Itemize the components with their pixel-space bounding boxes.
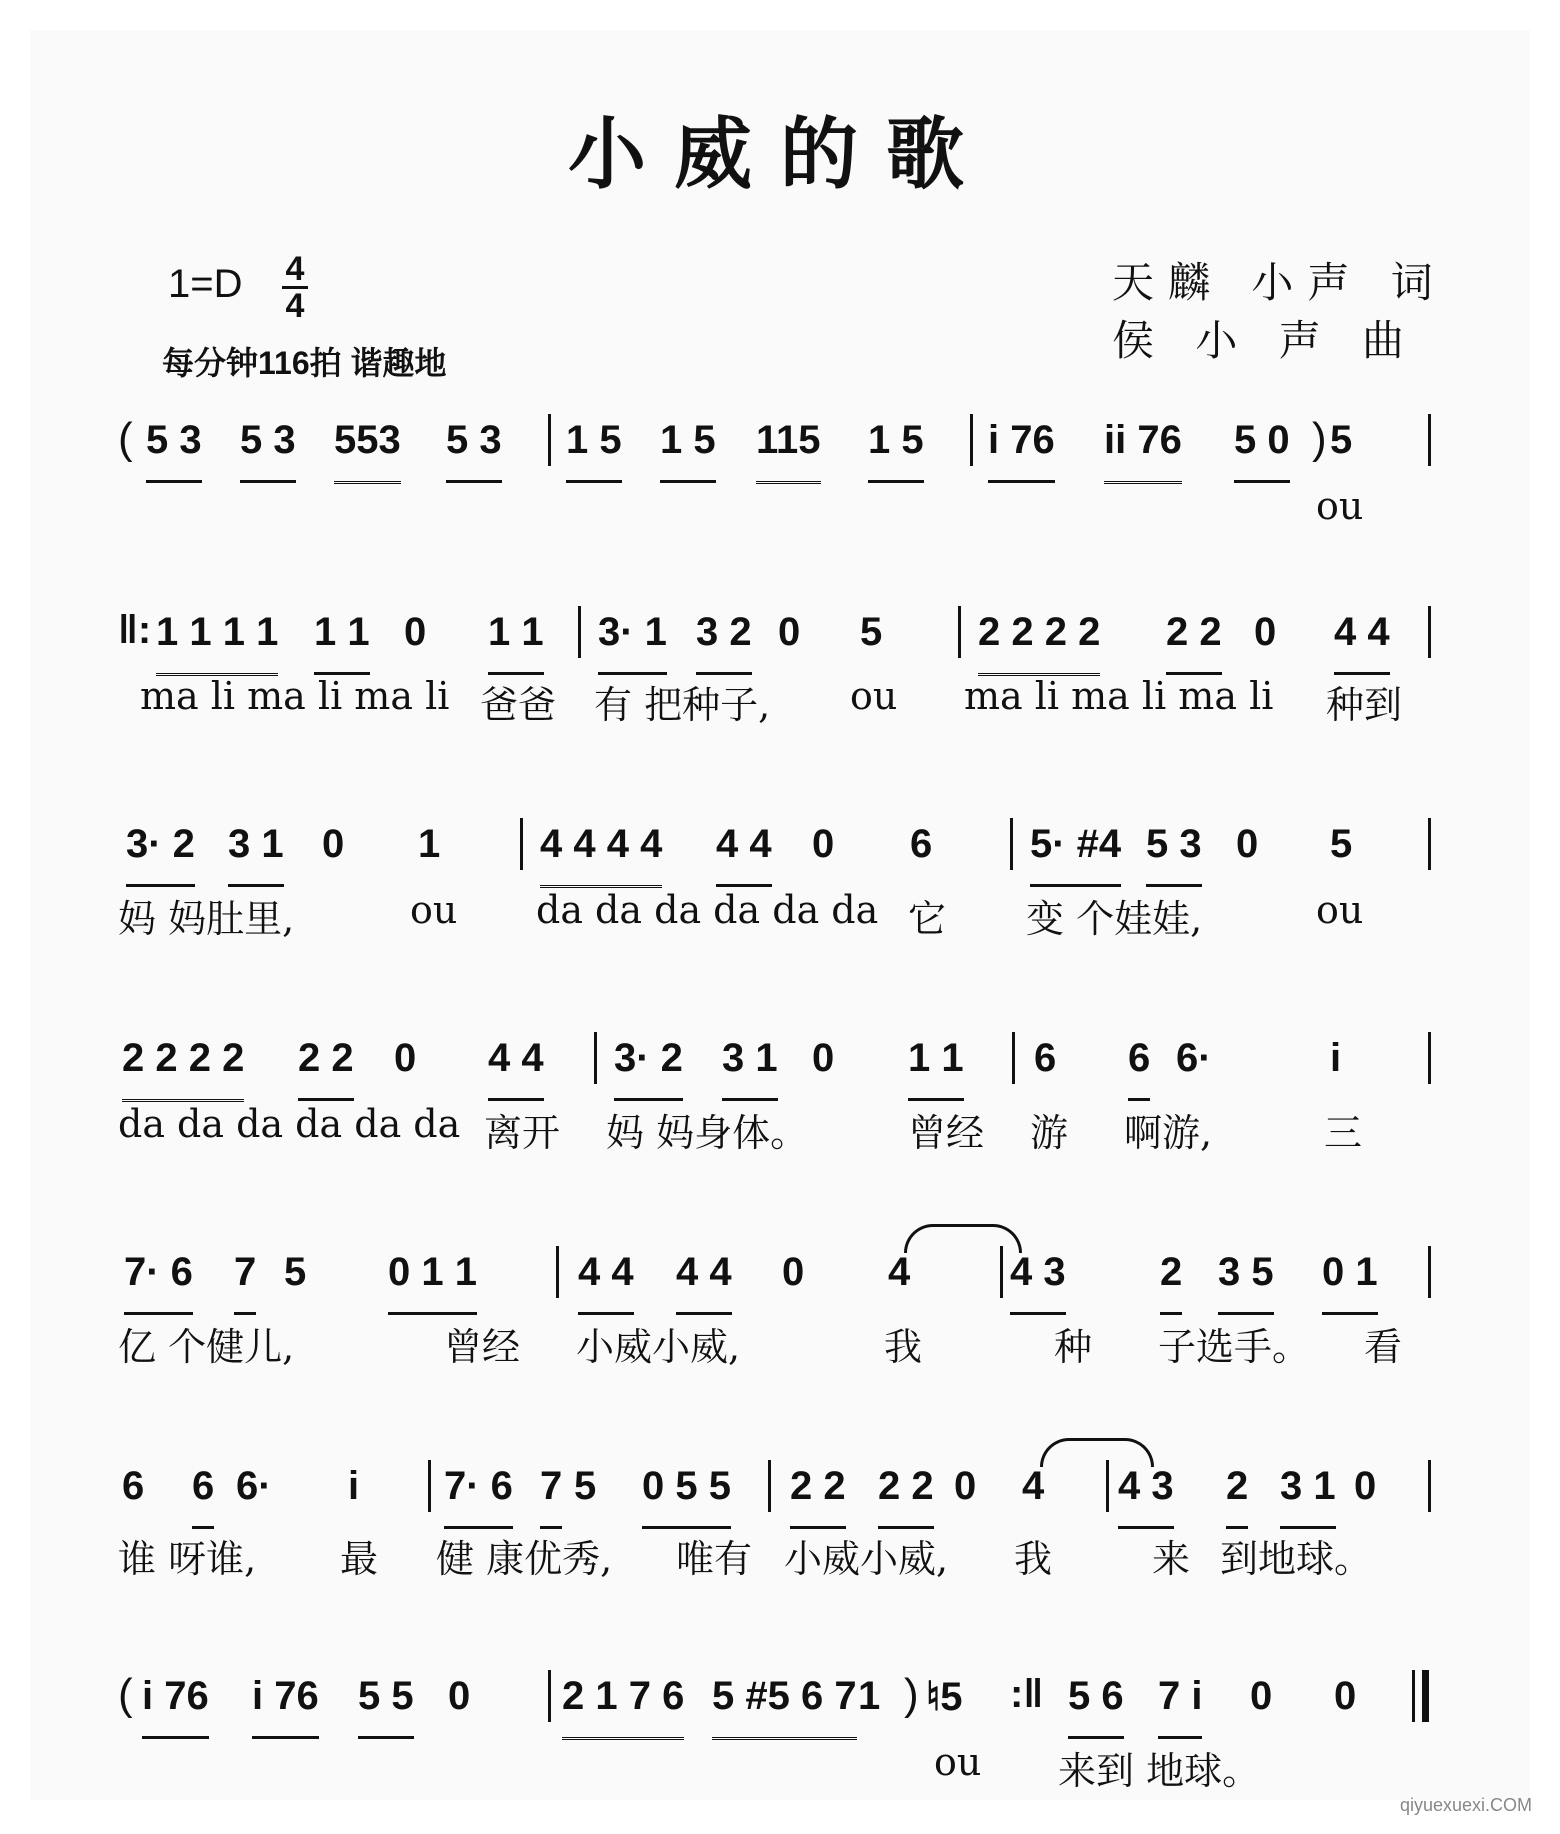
bar-line xyxy=(1428,1460,1431,1512)
lyric: ou xyxy=(934,1740,982,1784)
lyric: 游 xyxy=(1030,1111,1069,1155)
note-group: 1 xyxy=(858,1674,881,1718)
note-group: 0 xyxy=(1334,1674,1357,1718)
bar-line xyxy=(1428,606,1431,658)
note-group: 2 2 2 2 xyxy=(122,1036,244,1102)
note-group: 0 xyxy=(954,1464,977,1508)
lyric: 来到 地球。 xyxy=(1058,1749,1261,1793)
bar-line xyxy=(428,1460,431,1512)
note-group: 7 i xyxy=(1158,1674,1202,1739)
note-group: 2 2 xyxy=(878,1464,934,1529)
tempo-marking: 每分钟116拍 谐趣地 xyxy=(162,345,447,381)
note-group: 6 xyxy=(122,1464,145,1508)
bar-line xyxy=(548,1670,551,1722)
lyric: 爸爸 xyxy=(480,683,557,727)
lyric: 健 康优秀, xyxy=(436,1537,613,1581)
note-group: 3 1 xyxy=(1280,1464,1336,1529)
note-group: 4 4 xyxy=(488,1036,544,1101)
note-group: 5 3 xyxy=(1146,822,1202,887)
note-group: i 76 xyxy=(252,1674,319,1739)
lyric: 曾经 xyxy=(444,1325,521,1369)
open-paren: ( xyxy=(118,414,133,463)
note-group: 1 5 xyxy=(566,418,622,483)
note-group: 2 1 7 6 xyxy=(562,1674,684,1740)
note-group: 2 xyxy=(1160,1250,1182,1315)
lyric: ma li ma li ma li xyxy=(140,674,450,718)
note-group: ♮5 xyxy=(926,1675,963,1719)
bar-line xyxy=(1428,818,1431,870)
note-group: 4 xyxy=(888,1250,911,1294)
bar-line xyxy=(768,1460,771,1512)
lyric: 亿 个健儿, xyxy=(118,1325,295,1369)
note-group: 0 xyxy=(1250,1674,1273,1718)
note-group: 4 4 xyxy=(676,1250,732,1315)
note-group: 5 0 xyxy=(1234,418,1290,483)
lyric: 唯有 xyxy=(676,1537,753,1581)
lyric: 曾经 xyxy=(908,1111,985,1155)
note-group: 4 4 xyxy=(1334,610,1390,675)
watermark: qiyuexuexi.COM xyxy=(1399,1795,1532,1815)
lyric: 啊游, xyxy=(1124,1111,1213,1155)
note-group: 0 5 5 xyxy=(642,1464,731,1529)
lyric: 到地球。 xyxy=(1220,1537,1373,1581)
note-group: 6· xyxy=(1176,1036,1212,1080)
close-paren: ) xyxy=(904,1670,919,1719)
lyric: 妈 妈身体。 xyxy=(606,1111,809,1155)
final-bar-thick xyxy=(1422,1670,1429,1722)
note-group: 4 xyxy=(1022,1464,1045,1508)
final-bar-thin xyxy=(1412,1670,1415,1722)
note-group: i 76 xyxy=(988,418,1055,483)
key-signature: 1=D xyxy=(168,262,243,306)
note-group: 7· 6 xyxy=(444,1464,513,1529)
song-title: 小威的歌 xyxy=(567,109,992,200)
note-group: 7 xyxy=(540,1464,562,1529)
note-group: 6 xyxy=(910,822,933,866)
bar-line xyxy=(1106,1460,1109,1512)
note-group: 3· 1 xyxy=(598,610,667,675)
time-signature xyxy=(282,252,308,323)
note-group: 5 xyxy=(574,1464,597,1508)
repeat-end: :‖ xyxy=(1010,1672,1044,1716)
lyric: ma li ma li ma li xyxy=(964,674,1274,718)
tie-arc xyxy=(904,1224,1022,1253)
note-group: 5 xyxy=(860,610,883,654)
note-group: 5 #5 6 7 xyxy=(712,1674,857,1740)
lyric: ou xyxy=(1316,484,1364,528)
note-group: 5 6 xyxy=(1068,1674,1124,1739)
note-group: 0 xyxy=(394,1036,417,1080)
note-group: 2 2 xyxy=(790,1464,846,1529)
note-group: 6 xyxy=(1034,1036,1057,1080)
lyric: 妈 妈肚里, xyxy=(118,897,295,941)
lyric: ou xyxy=(850,674,898,718)
note-group: 5 xyxy=(1330,822,1353,866)
repeat-start: ‖: xyxy=(118,608,152,652)
note-group: i xyxy=(348,1464,360,1508)
note-group: 0 xyxy=(812,822,835,866)
lyric: 它 xyxy=(908,897,947,941)
note-group: 1 1 xyxy=(488,610,544,675)
note-group: i xyxy=(1330,1036,1342,1080)
note-group: 1 5 xyxy=(868,418,924,483)
note-group: 3· 2 xyxy=(126,822,195,887)
lyric: 来 xyxy=(1152,1537,1191,1581)
bar-line xyxy=(578,606,581,658)
bar-line xyxy=(556,1246,559,1298)
note-group: 0 xyxy=(778,610,801,654)
lyric: 变 个娃娃, xyxy=(1026,897,1203,941)
bar-line xyxy=(1428,1246,1431,1298)
tie-arc xyxy=(1040,1438,1154,1467)
note-group: 0 xyxy=(1254,610,1277,654)
note-group: 6· xyxy=(236,1464,272,1508)
note-group: 7 xyxy=(234,1250,256,1315)
lyric: 我 xyxy=(1014,1537,1053,1581)
note-group: 5 5 xyxy=(358,1674,414,1739)
lyric: 种 xyxy=(1054,1325,1093,1369)
lyric: 种到 xyxy=(1326,683,1403,727)
note-group: 0 1 xyxy=(1322,1250,1378,1315)
note-group: 0 xyxy=(322,822,345,866)
note-group: 3 5 xyxy=(1218,1250,1274,1315)
lyric: 离开 xyxy=(484,1111,561,1155)
note-group: ii 76 xyxy=(1104,418,1182,484)
note-group: 4 3 xyxy=(1118,1464,1174,1529)
note-group: 6 xyxy=(1128,1036,1150,1101)
note-group: 1 5 xyxy=(660,418,716,483)
time-sig-bottom: 4 xyxy=(285,287,305,325)
note-group: 5 3 xyxy=(146,418,202,483)
note-group: 0 xyxy=(404,610,427,654)
note-group: 4 4 4 4 xyxy=(540,822,662,888)
note-group: 3 2 xyxy=(696,610,752,675)
note-group: 1 1 xyxy=(314,610,370,675)
lyric: da da da da da da xyxy=(536,888,879,932)
note-group: 3 1 xyxy=(722,1036,778,1101)
open-paren: ( xyxy=(118,1670,133,1719)
note-group: 0 xyxy=(1236,822,1259,866)
note-group: i 76 xyxy=(142,1674,209,1739)
lyric: ou xyxy=(1316,888,1364,932)
note-group: 1 1 xyxy=(908,1036,964,1101)
lyric: 谁 呀谁, xyxy=(118,1537,257,1581)
note-group: 2 2 xyxy=(1166,610,1222,675)
note-group: 5 3 xyxy=(446,418,502,483)
note-group: 1 1 1 1 xyxy=(156,610,278,676)
lyric: 子选手。 xyxy=(1158,1325,1311,1369)
bar-line xyxy=(958,606,961,658)
lyric: da da da da da da xyxy=(118,1102,461,1146)
note-group: 4 4 xyxy=(716,822,772,887)
note-group: 0 1 1 xyxy=(388,1250,477,1315)
note-group: 1 xyxy=(418,822,441,866)
lyric: 三 xyxy=(1324,1111,1363,1155)
bar-line xyxy=(520,818,523,870)
note-group: 553 xyxy=(334,418,401,484)
note-group: 0 xyxy=(812,1036,835,1080)
bar-line xyxy=(1010,818,1013,870)
note-group: 4 4 xyxy=(578,1250,634,1315)
bar-line xyxy=(1428,1032,1431,1084)
note-group: 0 xyxy=(448,1674,471,1718)
composer-credit: 侯 小 声 曲 xyxy=(1112,316,1419,365)
note-group: 5 xyxy=(1330,418,1353,462)
time-sig-top: 4 xyxy=(285,250,305,288)
note-group: 2 2 xyxy=(298,1036,354,1101)
note-group: 2 2 2 2 xyxy=(978,610,1100,676)
lyric: ou xyxy=(410,888,458,932)
bar-line xyxy=(1012,1032,1015,1084)
note-group: 0 xyxy=(1354,1464,1377,1508)
bar-line xyxy=(970,414,973,466)
lyric: 有 把种子, xyxy=(594,683,771,727)
note-group: 0 xyxy=(782,1250,805,1294)
note-group: 2 xyxy=(1226,1464,1248,1529)
note-group: 7· 6 xyxy=(124,1250,193,1315)
note-group: 4 3 xyxy=(1010,1250,1066,1315)
note-group: 3 1 xyxy=(228,822,284,887)
lyric: 最 xyxy=(340,1537,379,1581)
lyric: 小威小威, xyxy=(784,1537,949,1581)
note-group: 6 xyxy=(192,1464,214,1529)
close-paren: ) xyxy=(1312,414,1327,463)
note-group: 115 xyxy=(756,418,821,484)
note-group: 5 3 xyxy=(240,418,296,483)
note-group: 5· #4 xyxy=(1030,822,1121,887)
bar-line xyxy=(1000,1246,1003,1298)
note-group: 3· 2 xyxy=(614,1036,683,1101)
lyric: 我 xyxy=(884,1325,923,1369)
bar-line xyxy=(1428,414,1431,466)
lyricist-credit: 天麟 小声 词 xyxy=(1112,258,1447,307)
lyric: 看 xyxy=(1364,1325,1403,1369)
bar-line xyxy=(548,414,551,466)
lyric: 小威小威, xyxy=(576,1325,741,1369)
bar-line xyxy=(594,1032,597,1084)
note-group: 5 xyxy=(284,1250,307,1294)
